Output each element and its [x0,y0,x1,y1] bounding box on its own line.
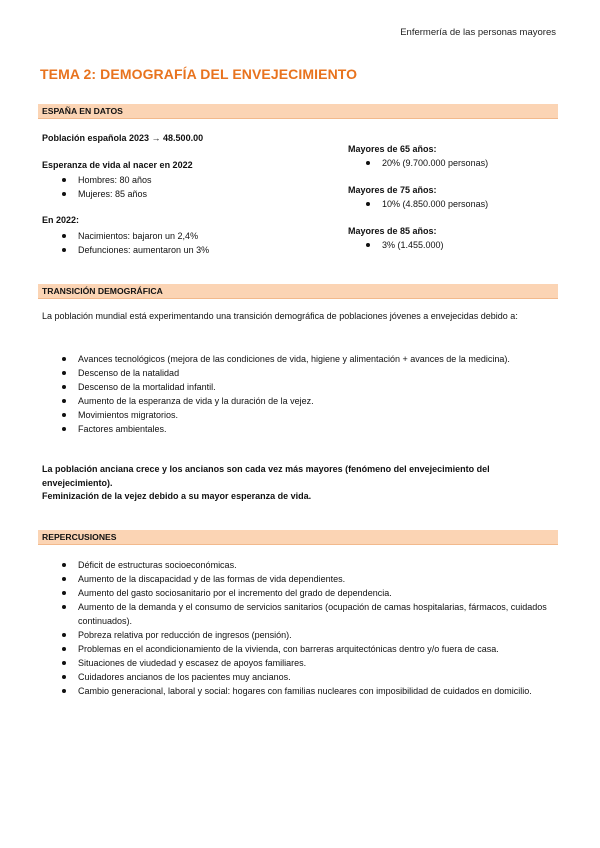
list-item: Mujeres: 85 años [58,187,258,201]
mayores-75-heading: Mayores de 75 años: [348,185,437,195]
mayores-65-list [362,156,562,170]
list-item: Cambio generacional, laboral y social: hogares con familias nucleares con imposibilidad de cuidados en domicilio. [58,684,548,698]
transicion-list [58,352,528,436]
section-heading-repercusiones: REPERCUSIONES [38,530,558,545]
list-item: Nacimientos: bajaron un 2,4% [58,229,278,243]
list-item: Aumento de la discapacidad y de las formas de vida dependientes. [58,572,548,586]
list-item: Descenso de la natalidad [58,366,528,380]
en2022-heading-text: En 2022: [42,215,80,225]
list-item: Problemas en el acondicionamiento de la vivienda, con barreras arquitectónicas dentro y/o fuera de casa. [58,642,548,656]
list-item: Factores ambientales. [58,422,528,436]
list-item: Situaciones de viudedad y escasez de apoyos familiares. [58,656,548,670]
section-heading-espana: ESPAÑA EN DATOS [38,104,558,119]
page-title: TEMA 2: DEMOGRAFÍA DEL ENVEJECIMIENTO [40,66,358,82]
list-item: Cuidadores ancianos de los pacientes muy ancianos. [58,670,548,684]
list-item: 20% (9.700.000 personas) [362,156,562,170]
list-item: Aumento de la demanda y el consumo de servicios sanitarios (ocupación de camas hospitalarias, fármacos, cuidados continuados). [58,600,548,628]
en2022-heading [42,213,79,227]
mayores-65-heading: Mayores de 65 años: [348,144,437,154]
list-item: Descenso de la mortalidad infantil. [58,380,528,394]
transicion-conclusion-1: La población anciana crece y los ancianos son cada vez más mayores (fenómeno del envejecimiento del envejecimiento). [42,464,490,488]
list-item: Pobreza relativa por reducción de ingresos (pensión). [58,628,548,642]
list-item: Avances tecnológicos (mejora de las condiciones de vida, higiene y alimentación + avances de la medicina). [58,352,528,366]
esperanza-list [58,173,258,201]
poblacion-text: Población española 2023 → 48.500.00 [42,133,204,143]
transicion-intro: La población mundial está experimentando una transición demográfica de poblaciones jóvenes a envejecidas debido a: [42,311,518,321]
list-item: Aumento del gasto sociosanitario por el incremento del grado de dependencia. [58,586,548,600]
mayores-75-list [362,197,562,211]
page-header: Enfermería de las personas mayores [400,27,556,38]
mayores-85-list [362,238,562,252]
esperanza-heading: Esperanza de vida al nacer en 2022 [42,160,193,170]
transicion-conclusion-2: Feminización de la vejez debido a su mayor esperanza de vida. [42,491,312,501]
en2022-list [58,229,278,257]
list-item: Déficit de estructuras socioeconómicas. [58,558,548,572]
section-heading-transicion: TRANSICIÓN DEMOGRÁFICA [38,284,558,299]
list-item: Hombres: 80 años [58,173,258,187]
mayores-85-heading: Mayores de 85 años: [348,226,437,236]
repercusiones-list [58,558,548,698]
list-item: Movimientos migratorios. [58,408,528,422]
list-item: Aumento de la esperanza de vida y la duración de la vejez. [58,394,528,408]
list-item: Defunciones: aumentaron un 3% [58,243,278,257]
list-item: 10% (4.850.000 personas) [362,197,562,211]
list-item: 3% (1.455.000) [362,238,562,252]
